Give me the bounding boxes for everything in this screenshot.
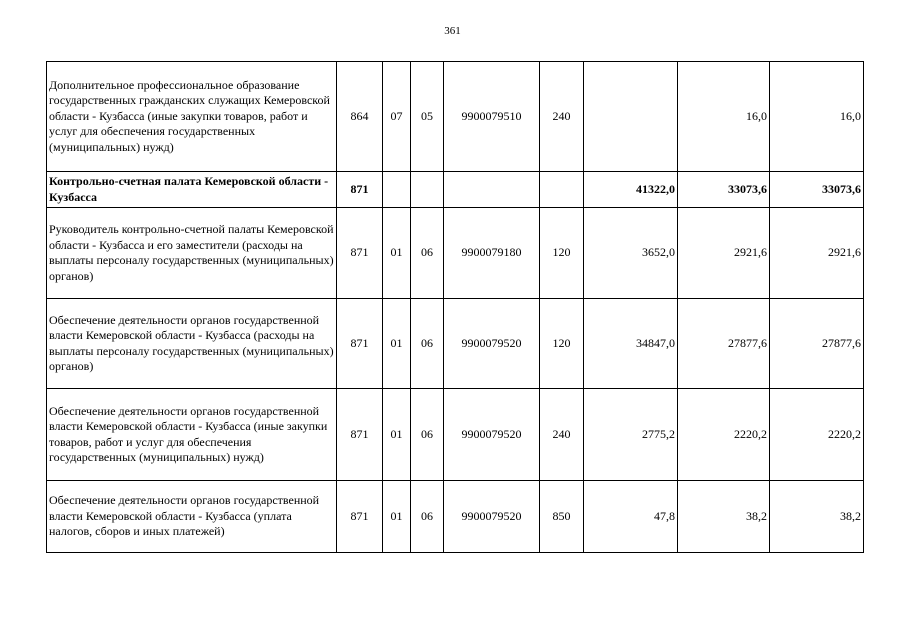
amount-year-1: 2775,2	[584, 389, 678, 481]
table-row	[47, 62, 864, 172]
amount-year-1: 34847,0	[584, 299, 678, 389]
row-description: Руководитель контрольно-счетной палаты Кемеровской области - Кузбасса и его заместители (расходы на выплаты персоналу государственных (муниципальных) органов)	[47, 208, 337, 299]
row-description: Обеспечение деятельности органов государственной власти Кемеровской области - Кузбасса (уплата налогов, сборов и иных платежей)	[47, 481, 337, 553]
department-code: 871	[337, 389, 383, 481]
department-code: 871	[337, 481, 383, 553]
row-description: Контрольно-счетная палата Кемеровской области - Кузбасса	[47, 172, 337, 208]
section-code: 01	[383, 208, 411, 299]
target-article-code	[444, 172, 540, 208]
section-code	[383, 172, 411, 208]
amount-year-2: 16,0	[678, 62, 770, 172]
amount-year-3: 2921,6	[770, 208, 864, 299]
page-number: 361	[444, 25, 461, 37]
subsection-code	[411, 172, 444, 208]
subsection-code: 06	[411, 389, 444, 481]
table-row	[47, 208, 864, 299]
section-code: 07	[383, 62, 411, 172]
target-article-code: 9900079180	[444, 208, 540, 299]
table-row	[47, 481, 864, 553]
expense-type-code: 850	[540, 481, 584, 553]
subsection-code: 06	[411, 299, 444, 389]
subsection-code: 05	[411, 62, 444, 172]
expense-type-code: 120	[540, 208, 584, 299]
table-row	[47, 172, 864, 208]
row-description: Дополнительное профессиональное образование государственных гражданских служащих Кемеровской области - Кузбасса (иные закупки товаров, работ и услуг для обеспечения государственных (муниципальных) нужд)	[47, 62, 337, 172]
amount-year-2: 2921,6	[678, 208, 770, 299]
row-description: Обеспечение деятельности органов государственной власти Кемеровской области - Кузбасса (расходы на выплаты персоналу государственных (муниципальных) органов)	[47, 299, 337, 389]
expense-type-code: 240	[540, 62, 584, 172]
amount-year-3: 33073,6	[770, 172, 864, 208]
target-article-code: 9900079520	[444, 481, 540, 553]
amount-year-1	[584, 62, 678, 172]
amount-year-3: 16,0	[770, 62, 864, 172]
amount-year-3: 27877,6	[770, 299, 864, 389]
row-description: Обеспечение деятельности органов государственной власти Кемеровской области - Кузбасса (иные закупки товаров, работ и услуг для обеспечения государственных (муниципальных) нужд)	[47, 389, 337, 481]
budget-table	[46, 61, 864, 553]
expense-type-code: 120	[540, 299, 584, 389]
expense-type-code: 240	[540, 389, 584, 481]
department-code: 871	[337, 172, 383, 208]
department-code: 871	[337, 208, 383, 299]
amount-year-2: 27877,6	[678, 299, 770, 389]
amount-year-2: 33073,6	[678, 172, 770, 208]
table-row	[47, 299, 864, 389]
target-article-code: 9900079520	[444, 389, 540, 481]
department-code: 864	[337, 62, 383, 172]
amount-year-1: 47,8	[584, 481, 678, 553]
department-code: 871	[337, 299, 383, 389]
expense-type-code	[540, 172, 584, 208]
subsection-code: 06	[411, 208, 444, 299]
amount-year-1: 3652,0	[584, 208, 678, 299]
section-code: 01	[383, 389, 411, 481]
target-article-code: 9900079520	[444, 299, 540, 389]
section-code: 01	[383, 481, 411, 553]
table-row	[47, 389, 864, 481]
amount-year-2: 2220,2	[678, 389, 770, 481]
amount-year-3: 2220,2	[770, 389, 864, 481]
amount-year-1: 41322,0	[584, 172, 678, 208]
amount-year-2: 38,2	[678, 481, 770, 553]
amount-year-3: 38,2	[770, 481, 864, 553]
subsection-code: 06	[411, 481, 444, 553]
section-code: 01	[383, 299, 411, 389]
target-article-code: 9900079510	[444, 62, 540, 172]
